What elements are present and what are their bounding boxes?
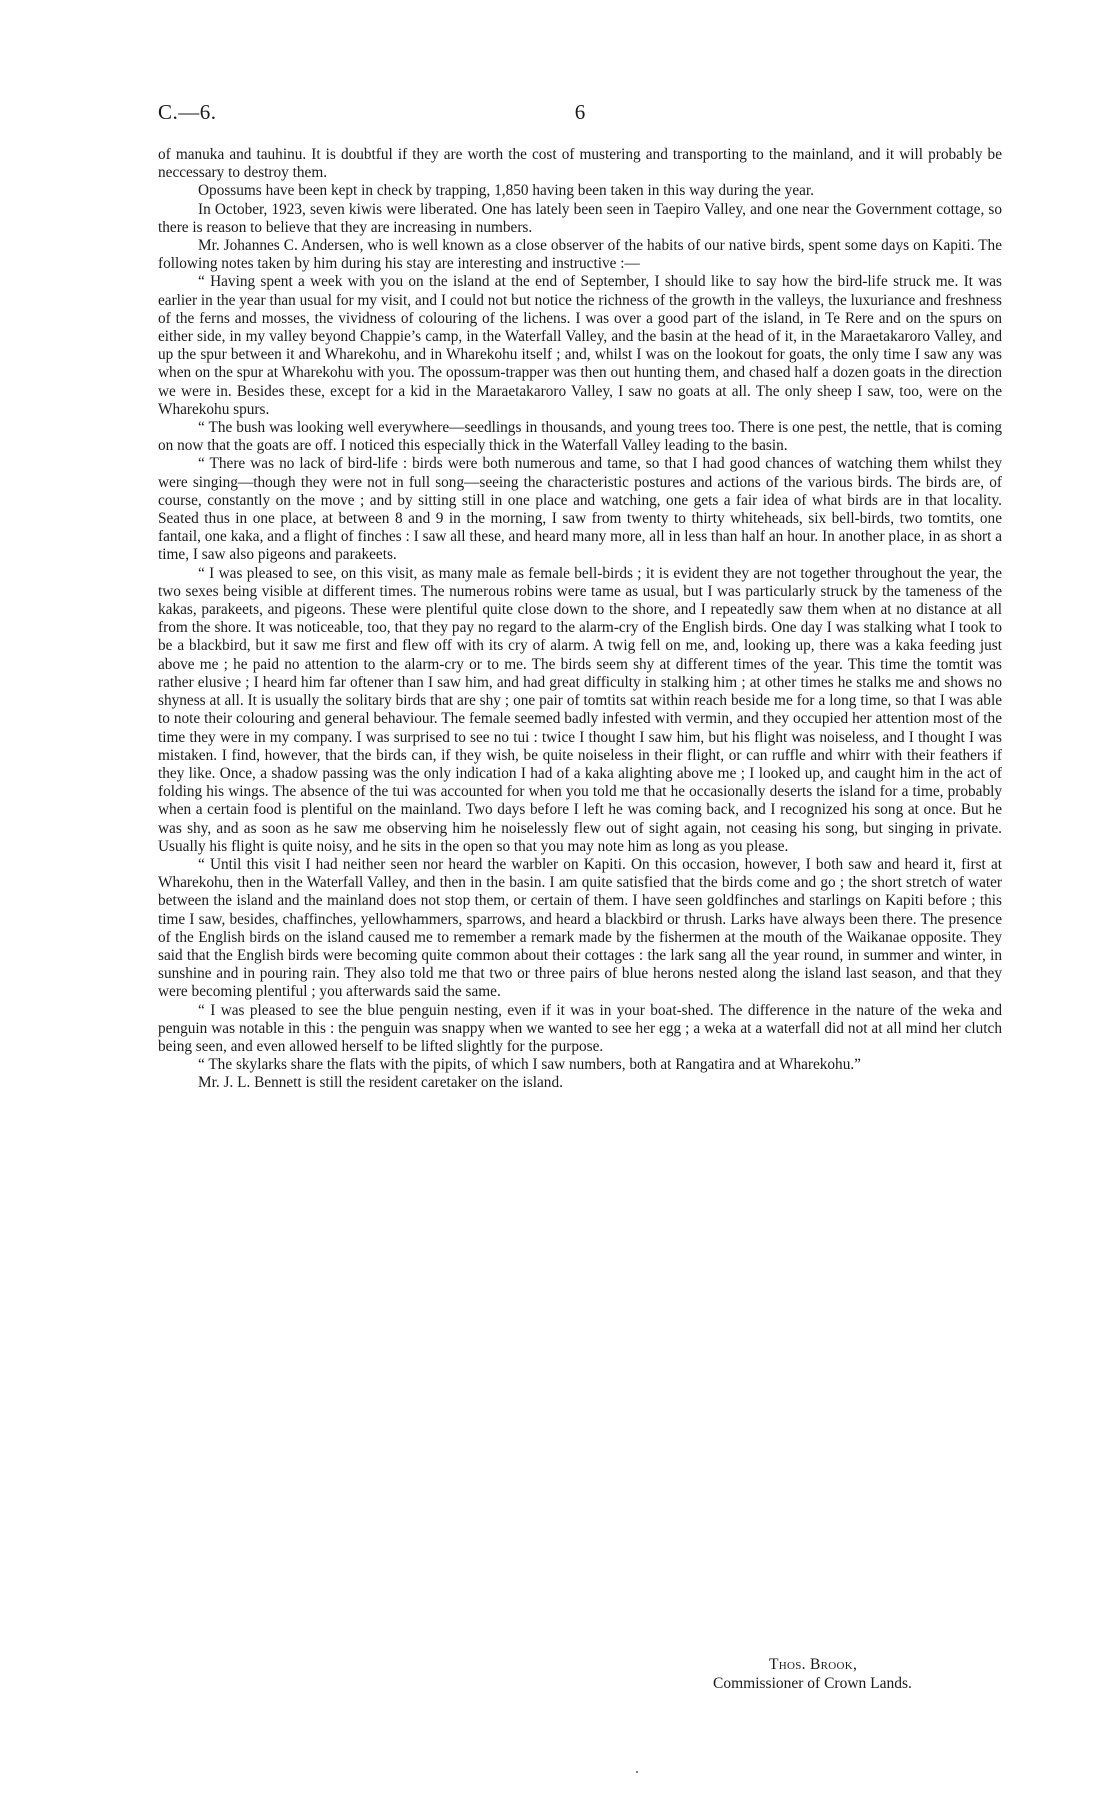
- paragraph: “ Until this visit I had neither seen nor heard the warbler on Kapiti. On this occasion, however, I both saw and heard it, first at Wharekohu, then in the Waterfall Valley, and then in the basin. I am quite satisfied that the birds come and go ; the short stretch of water between the island and the mainland does not stop them, or certain of them. I have seen goldfinches and starlings on Kapiti before ; this time I saw, besides, chaffinches, yellowhammers, sparrows, and heard a blackbird or thrush. Larks have always been there. The presence of the English birds on the island caused me to remember a remark made by the fishermen at the mouth of the Waikanae opposite. They said that the English birds were becoming quite common about their cottages : the lark sang all the year round, in summer and winter, in sunshine and in pouring rain. They also told me that two or three pairs of blue herons nested along the island last season, and that they were becoming plentiful ; you afterwards said the same.: [158, 855, 1002, 1001]
- paragraph: of manuka and tauhinu. It is doubtful if they are worth the cost of mustering and transporting to the mainland, and it will probably be neccessary to destroy them.: [158, 146, 1002, 182]
- paragraph: “ I was pleased to see the blue penguin nesting, even if it was in your boat-shed. The difference in the nature of the weka and penguin was notable in this : the penguin was snappy when we wanted to see her egg ; a weka at a waterfall did not at all mind her clutch being seen, and even allowed herself to be lifted slightly for the purpose.: [158, 1001, 1002, 1055]
- page-number: 6: [574, 100, 586, 124]
- body-text: [158, 146, 1002, 1093]
- signatory-title: Commissioner of Crown Lands.: [713, 1674, 912, 1692]
- paragraph: In October, 1923, seven kiwis were liberated. One has lately been seen in Taepiro Valley, and one near the Government cottage, so there is reason to believe that they are increasing in numbers.: [158, 200, 1002, 236]
- page-header: [158, 100, 1002, 130]
- paragraph: “ The skylarks share the flats with the pipits, of which I saw numbers, both at Rangatira and at Wharekohu.”: [198, 1056, 861, 1074]
- paragraph: Mr. Johannes C. Andersen, who is well known as a close observer of the habits of our native birds, spent some days on Kapiti. The following notes taken by him during his stay are interesting and instructive :—: [158, 237, 1002, 273]
- paragraph: Opossums have been kept in check by trapping, 1,850 having been taken in this way during the year.: [198, 182, 814, 200]
- document-code: C.—6.: [158, 100, 217, 124]
- signature-block: [700, 1656, 1000, 1693]
- paragraph: “ The bush was looking well everywhere—seedlings in thousands, and young trees too. There is one pest, the nettle, that is coming on now that the goats are off. I noticed this especially thick in the Waterfall Valley leading to the basin.: [158, 419, 1002, 455]
- paragraph: “ Having spent a week with you on the island at the end of September, I should like to say how the bird-life struck me. It was earlier in the year than usual for my visit, and I could not but notice the richness of the growth in the valleys, the luxuriance and freshness of the ferns and mosses, the vividness of colouring of the lichens. I was over a good part of the island, in Te Rere and on the spurs on either side, in my valley beyond Chappie’s camp, in the Waterfall Valley, and the basin at the head of it, in the Maraetakaroro Valley, and up the spur between it and Wharekohu, and in Wharekohu itself ; and, whilst I was on the lookout for goats, the only time I saw any was when on the spur at Wharekohu with you. The opossum-trapper was then out hunting them, and chased half a dozen goats in the direction we were in. Besides these, except for a kid in the Maraetakaroro Valley, I saw no goats at all. The only sheep I saw, too, were on the Wharekohu spurs.: [158, 273, 1002, 418]
- scan-speck: [636, 1771, 638, 1773]
- paragraph: “ There was no lack of bird-life : birds were both numerous and tame, so that I had good chances of watching them whilst they were singing—though they were not in full song—seeing the characteristic postures and actions of the various birds. The birds are, of course, constantly on the move ; and by sitting still in one place and watching, one gets a fair idea of what birds are in that locality. Seated thus in one place, at between 8 and 9 in the morning, I saw from twenty to thirty whiteheads, six bell-birds, two tomtits, one fantail, one kaka, and a flight of finches : I saw all these, and heard many more, all in less than half an hour. In another place, in as short a time, I saw also pigeons and parakeets.: [158, 455, 1002, 564]
- paragraph: “ I was pleased to see, on this visit, as many male as female bell-birds ; it is evident they are not together throughout the year, the two sexes being visible at different times. The numerous robins were tame as usual, but I was particularly struck by the tameness of the kakas, parakeets, and pigeons. These were plentiful quite close down to the shore, and I repeatedly saw them when at no distance at all from the shore. It was noticeable, too, that they pay no regard to the alarm-cry of the English birds. One day I was stalking what I took to be a blackbird, but it saw me first and flew off with its cry of alarm. A twig fell on me, and, looking up, there was a kaka feeding just above me ; he paid no attention to the alarm-cry or to me. The birds seem shy at different times of the year. This time the tomtit was rather elusive ; I heard him far oftener than I saw him, and had great difficulty in stalking him ; at other times he stalks me and shows no shyness at all. It is usually the solitary birds that are shy ; one pair of tomtits sat within reach beside me for a long time, so that I was able to note their colouring and general behaviour. The female seemed badly infested with vermin, and they occupied her attention most of the time they were in my company. I was surprised to see no tui : twice I thought I saw him, but his flight was noiseless, and I thought I was mistaken. I find, however, that the birds can, if they wish, be quite noiseless in their flight, or can ruffle and whirr with their feathers if they like. Once, a shadow passing was the only indication I had of a kaka alighting above me ; I looked up, and caught him in the act of folding his wings. The absence of the tui was accounted for when you told me that he occasionally deserts the island for a time, probably when a certain food is plentiful on the mainland. Two days before I left he was coming back, and I recognized his song at once. But he was shy, and as soon as he saw me observing him he noiselessly flew out of sight again, not ceasing his song, but singing in private. Usually his flight is quite noisy, and he sits in the open so that you may note him as long as you please.: [158, 564, 1002, 855]
- paragraph: Mr. J. L. Bennett is still the resident caretaker on the island.: [198, 1074, 563, 1092]
- signatory-name: Thos. Brook,: [769, 1656, 858, 1673]
